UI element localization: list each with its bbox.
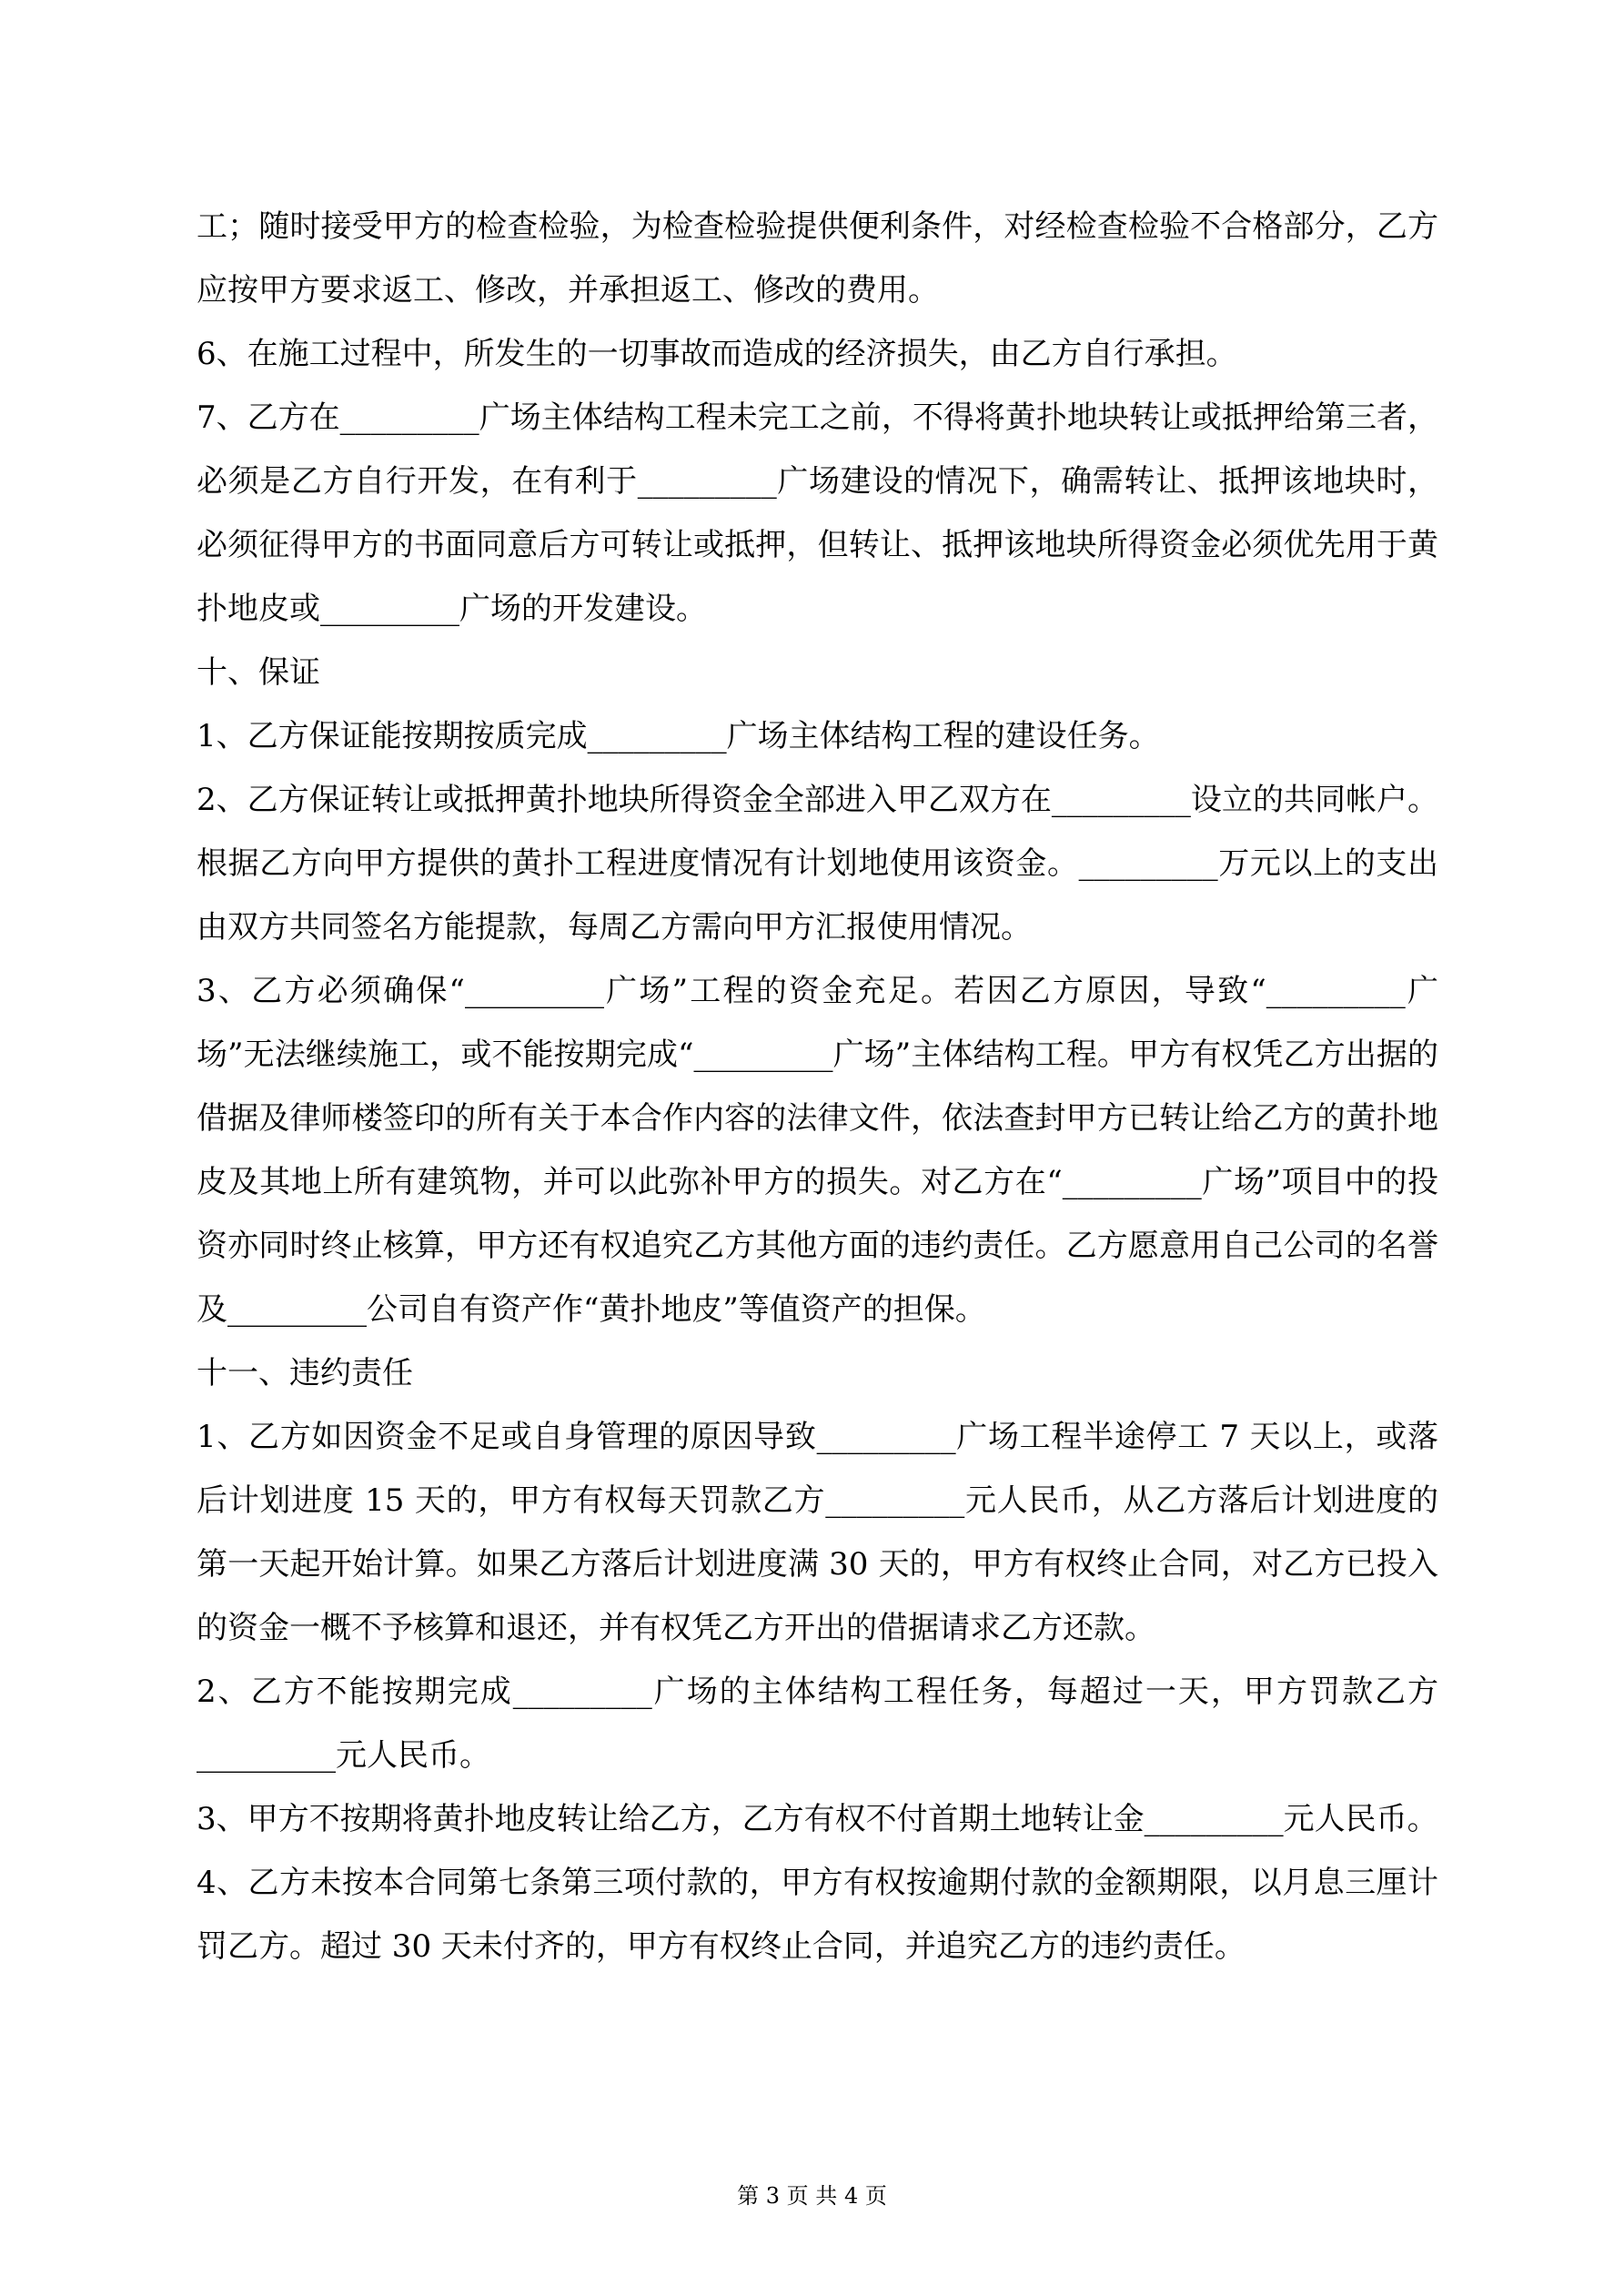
paragraph-item-6: 6、在施工过程中，所发生的一切事故而造成的经济损失，由乙方自行承担。 xyxy=(197,336,1237,372)
paragraph-liability-2: 2、乙方不能按期完成_________广场的主体结构工程任务，每超过一天，甲方罚款乙方_________元人民币。 xyxy=(197,1674,1438,1774)
document-body xyxy=(197,195,1438,1978)
paragraph-guarantee-1: 1、乙方保证能按期按质完成_________广场主体结构工程的建设任务。 xyxy=(197,718,1160,754)
section-heading-guarantee: 十、保证 xyxy=(197,654,320,691)
paragraph-item-7: 7、乙方在_________广场主体结构工程未完工之前，不得将黄扑地块转让或抵押给第三者，必须是乙方自行开发，在有利于_________广场建设的情况下，确需转让、抵押该地块时，必须征得甲方的书面同意后方可转让或抵押，但转让、抵押该地块所得资金必须优先用于黄扑地皮或_________广场的开发建设。 xyxy=(197,400,1438,627)
paragraph-guarantee-3: 3、乙方必须确保“_________广场”工程的资金充足。若因乙方原因，导致“_________广场”无法继续施工，或不能按期完成“_________广场”主体结构工程。甲方有权凭乙方出据的借据及律师楼签印的所有关于本合作内容的法律文件，依法查封甲方已转让给乙方的黄扑地皮及其地上所有建筑物，并可以此弥补甲方的损失。对乙方在“_________广场”项目中的投资亦同时终止核算，甲方还有权追究乙方其他方面的违约责任。乙方愿意用自己公司的名誉及_________公司自有资产作“黄扑地皮”等值资产的担保。 xyxy=(197,973,1438,1328)
paragraph-liability-4: 4、乙方未按本合同第七条第三项付款的，甲方有权按逾期付款的金额期限，以月息三厘计罚乙方。超过 30 天未付齐的，甲方有权终止合同，并追究乙方的违约责任。 xyxy=(197,1865,1438,1965)
paragraph-guarantee-2: 2、乙方保证转让或抵押黄扑地块所得资金全部进入甲乙双方在_________设立的共同帐户。根据乙方向甲方提供的黄扑工程进度情况有计划地使用该资金。_________万元以上的支出由双方共同签名方能提款，每周乙方需向甲方汇报使用情况。 xyxy=(197,782,1438,946)
section-heading-liability: 十一、违约责任 xyxy=(197,1355,413,1391)
paragraph-liability-1: 1、乙方如因资金不足或自身管理的原因导致_________广场工程半途停工 7 天以上，或落后计划进度 15 天的，甲方有权每天罚款乙方_________元人民币，从乙方落后计划进度的第一天起开始计算。如果乙方落后计划进度满 30 天的，甲方有权终止合同，对乙方已投入的资金一概不予核算和退还，并有权凭乙方开出的借据请求乙方还款。 xyxy=(197,1419,1438,1646)
paragraph-continuation: 工；随时接受甲方的检查检验，为检查检验提供便利条件，对经检查检验不合格部分，乙方应按甲方要求返工、修改，并承担返工、修改的费用。 xyxy=(197,208,1438,308)
page-footer: 第 3 页 共 4 页 xyxy=(737,2183,887,2209)
paragraph-liability-3: 3、甲方不按期将黄扑地皮转让给乙方，乙方有权不付首期土地转让金_________元人民币。 xyxy=(197,1801,1438,1837)
